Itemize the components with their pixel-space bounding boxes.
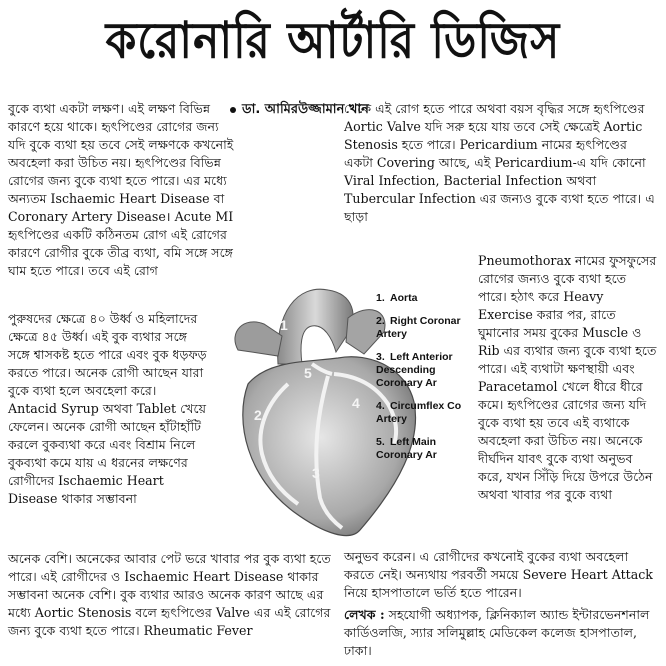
figure-legend	[376, 292, 471, 472]
vessel-shape	[235, 322, 282, 356]
article-left-top: বুকে ব্যথা একটা লক্ষণ। এই লক্ষণ বিভিন্ন কারণে হয়ে থাকে। হৃৎপিণ্ডের রোগের জন্য যদি বুকে ব্যথা হয় তবে সেই লক্ষণকে কখনোই অবহেলা করা উচিত নয়। হৃৎপিণ্ডের বিভিন্ন রোগের জন্য বুকে ব্যথা হতে পারে। এর মধ্যে অন্যতম Ischaemic Heart Disease বা Coronary Artery Disease। Acute MI হৃৎপিণ্ডের একটি কঠিনতম রোগ এই রোগের কারণে রোগীর বুকে তীব্র ব্যথা, বমি সঙ্গে সঙ্গে ঘাম হতে পারে। তবে এই রোগ	[8, 101, 234, 278]
figure-mark-1: 1	[280, 317, 288, 333]
author-name: ডা. আমিরউজ্জামান খান	[242, 102, 369, 117]
page-title: করোনারি আর্টারি ডিজিস	[105, 11, 561, 71]
footer-text: সহযোগী অধ্যাপক, ক্লিনিক্যাল অ্যান্ড ইন্টারভেনশনাল কার্ডিওলজি, স্যার সলিমুল্লাহ মেডিকেল কলেজ হাসপাতাল, ঢাকা।	[344, 607, 650, 658]
figure-mark-4: 4	[352, 395, 360, 411]
article-right-middle: Pneumothorax নামের ফুসফুসের রোগের জন্যও বুকে ব্যথা হতে পারে। হঠাৎ করে Heavy Exercise করার পর, রাতে ঘুমানোর সময় বুকের Muscle ও Rib এর ব্যথার জন্য বুকে ব্যথা হতে পারে। এই ব্যথাটা ক্ষণস্থায়ী এবং Paracetamol খেলে ধীরে ধীরে কমে। হৃৎপিণ্ডের রোগের জন্য যদি বুকে ব্যথা হয় তবে এই ব্যথাকে অবহেলা করা উচিত নয়। অনেকে দীর্ঘদিন যাবৎ বুকে ব্যথা অনুভব করে, যখন সিঁড়ি দিয়ে উপরে উঠেন অথবা খাবার পর বুকে ব্যথা	[478, 253, 657, 502]
article-left-bottom: অনেক বেশি। অনেকের আবার পেট ভরে খাবার পর বুক ব্যথা হতে পারে। এই রোগীদের ও Ischaemic Heart Disease থাকার সম্ভাবনা অনেক বেশি। বুক ব্যথার আরও অনেক কারণ আছে এর মধ্যে Aortic Stenosis বলে হৃৎপিণ্ডের Valve এর এই রোগের জন্য বুকে ব্যথা হতে পারে। Rheumatic Fever	[8, 551, 331, 638]
article-left-middle: পুরুষদের ক্ষেত্রে ৪০ উর্ধ্ব ও মহিলাদের ক্ষেত্রে ৪৫ উর্ধ্ব। এই বুক ব্যথার সঙ্গে সঙ্গে শ্বাসকষ্ট হতে পারে এবং বুক ধড়ফড় করতে পারে। অনেক রোগী আছেন যারা বুকে ব্যথা হলে অবহেলা করে। Antacid Syrup অথবা Tablet খেয়ে ফেলেন। অনেক রোগী আছেন হাঁটাহাঁটি করলে বুকব্যথা করে এবং বিশ্রাম নিলে বুকব্যথা কমে যায় এ ধরনের লক্ষণের রোগীদের Ischaemic Heart Disease থাকার সম্ভাবনা	[8, 311, 207, 506]
article-right-top: থেকে এই রোগ হতে পারে অথবা বয়স বৃদ্ধির সঙ্গে হৃৎপিণ্ডের Aortic Valve যদি সরু হয়ে যায় তবে সেই ক্ষেত্রেই Aortic Stenosis হতে পারে। Pericardium নামের হৃৎপিণ্ডের একটা Covering আছে, এই Pericardium-এ যদি কোনো Viral Infection, Bacterial Infection অথবা Tubercular Infection এর জন্যও বুকে ব্যথা হতে পারে। এ ছাড়া	[344, 101, 655, 224]
legend-item-left-main: 5. Left Main Coronary Ar	[376, 436, 437, 461]
aorta-shape	[278, 289, 353, 364]
legend-item-aorta: 1. Aorta	[376, 292, 418, 304]
figure-mark-5: 5	[304, 365, 312, 381]
figure-mark-2: 2	[254, 407, 262, 423]
footer-label: লেখক :	[344, 607, 385, 622]
legend-item-left-anterior: 3. Left Anterior Descending Coronary Ar	[376, 351, 453, 389]
legend-item-circumflex: 4. Circumflex Co Artery	[376, 400, 462, 425]
figure-mark-3: 3	[312, 465, 320, 481]
legend-item-right-coronary: 2. Right Coronar Artery	[376, 315, 461, 340]
article-right-bottom: অনুভব করেন। এ রোগীদের কখনোই বুকের ব্যথা অবহেলা করতে নেই। অন্যথায় পরবর্তী সময়ে Severe Heart Attack নিয়ে হাসপাতালে ভর্তি হতে পারেন।	[344, 549, 653, 600]
author-footer	[344, 606, 658, 660]
